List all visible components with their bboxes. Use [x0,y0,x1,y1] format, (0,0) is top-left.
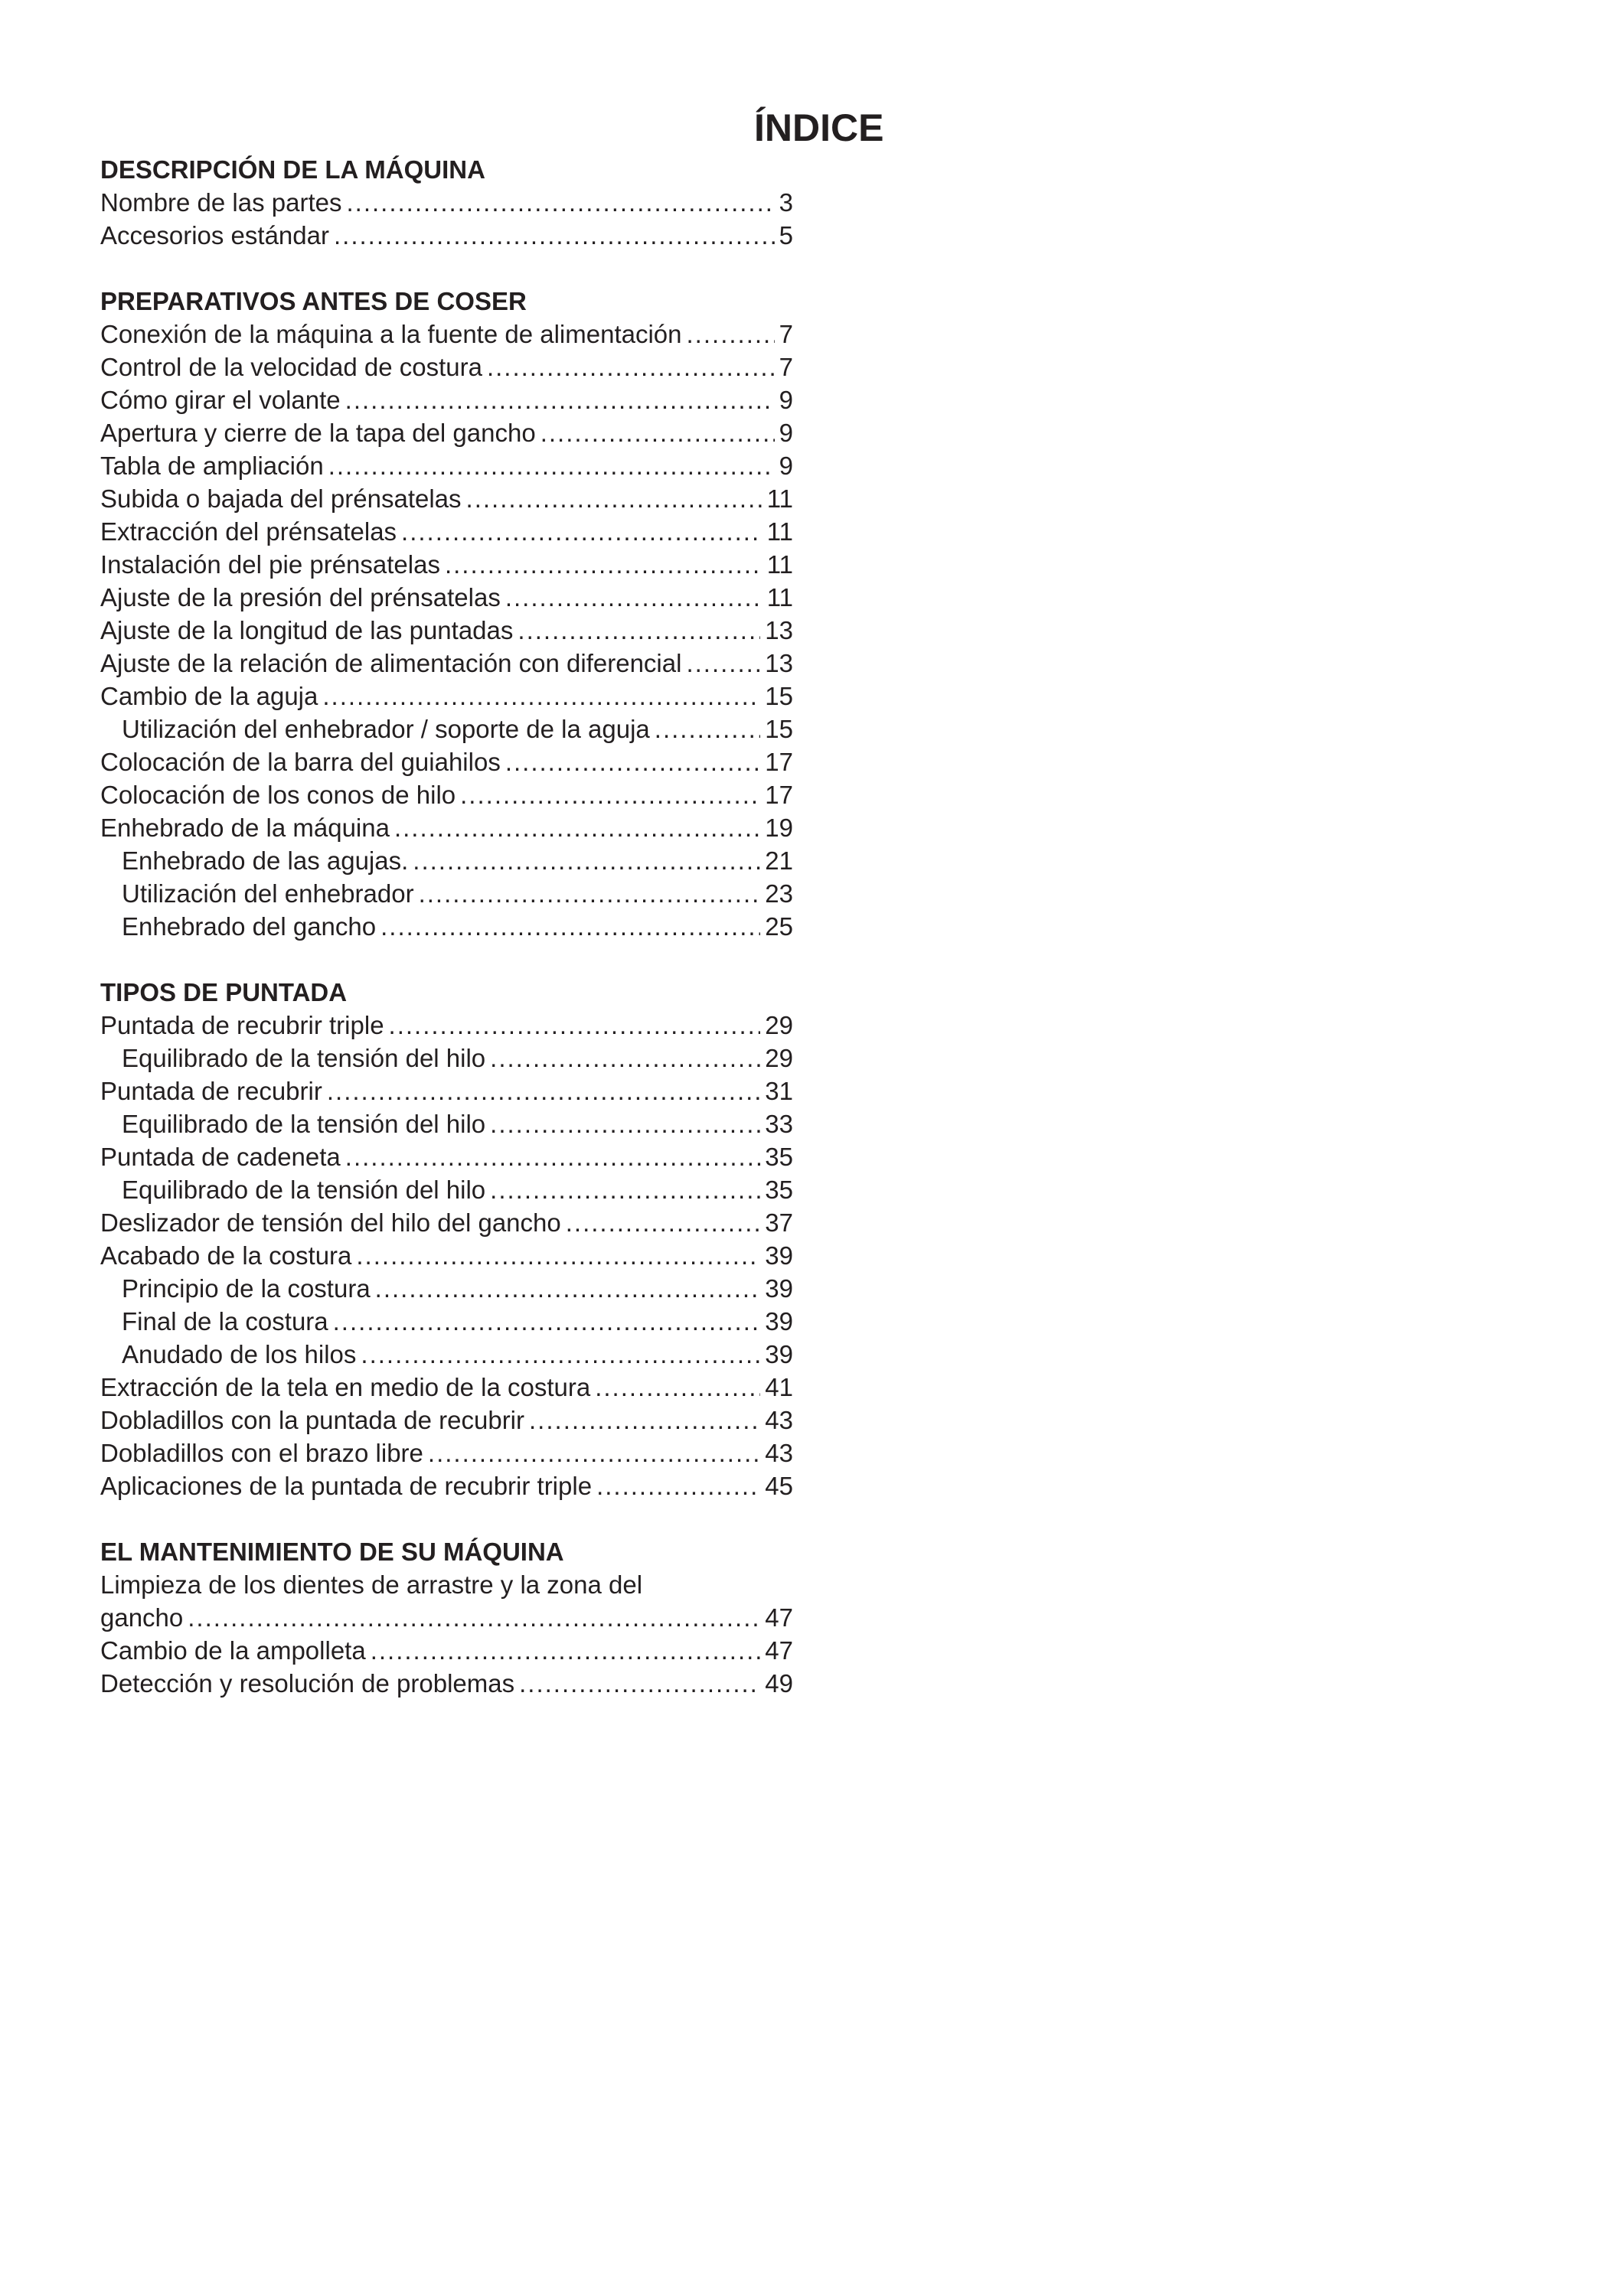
toc-subentry [100,1042,793,1075]
dot-leader [380,910,760,943]
toc-section-stitch-types [100,976,793,1502]
toc-entry-label: Extracción del prénsatelas [100,517,397,546]
dot-leader [375,1272,761,1305]
dot-leader [401,515,763,548]
toc-entry-page: 43 [765,1439,793,1467]
toc-entry-label: Cambio de la ampolleta [100,1636,366,1665]
toc-entry-page: 11 [766,583,793,612]
dot-leader [505,745,760,778]
toc-entry-label: Cambio de la aguja [100,682,318,710]
dot-leader [505,581,763,614]
toc-entry-page: 35 [765,1176,793,1204]
toc-entry [100,1437,793,1469]
toc-subentry [100,1272,793,1305]
toc-entry-label: Deslizador de tensión del hilo del gancho [100,1208,561,1237]
toc-entry-page: 21 [765,846,793,875]
toc-entry [100,219,793,252]
dot-leader [322,680,760,713]
toc-entry [100,482,793,515]
toc-entry [100,1239,793,1272]
dot-leader [188,1601,760,1634]
toc-entry-label: Apertura y cierre de la tapa del gancho [100,419,536,447]
toc-entry-page: 39 [765,1241,793,1270]
toc-entry-label: Final de la costura [122,1307,328,1336]
toc-entry-label: Nombre de las partes [100,188,342,217]
toc-subentry [100,844,793,877]
toc-section-preparation [100,285,793,943]
toc-entry-page: 43 [765,1406,793,1434]
dot-leader [428,1437,760,1469]
toc-entry-page: 31 [765,1077,793,1105]
toc-section-maintenance [100,1535,793,1700]
section-title: EL MANTENIMIENTO DE SU MÁQUINA [100,1538,564,1566]
toc-entry-label: Enhebrado de las agujas. [122,846,409,875]
toc-entry-page: 15 [765,682,793,710]
dot-leader [466,482,763,515]
toc-subentry [100,1173,793,1206]
dot-leader [394,811,760,844]
toc-entry-page: 19 [765,814,793,842]
toc-entry-page: 17 [765,781,793,809]
toc-entry [100,1075,793,1107]
section-title: DESCRIPCIÓN DE LA MÁQUINA [100,155,485,184]
toc-entry-page: 23 [765,879,793,908]
toc-subentry [100,877,793,910]
dot-leader [595,1371,760,1404]
toc-entry-label: Extracción de la tela en medio de la costura [100,1373,591,1401]
toc-entry [100,778,793,811]
toc-entry [100,351,793,383]
dot-leader [327,1075,760,1107]
toc-entry-label: Tabla de ampliación [100,452,324,480]
dot-leader [566,1206,761,1239]
toc-entry [100,1371,793,1404]
dot-leader [540,416,775,449]
section-title: TIPOS DE PUNTADA [100,978,348,1006]
toc-entry [100,318,793,351]
dot-leader [413,844,760,877]
toc-entry-label: Control de la velocidad de costura [100,353,482,381]
toc-entry-page: 45 [765,1472,793,1500]
toc-entry [100,515,793,548]
toc-entry [100,811,793,844]
toc-entry-page: 25 [765,912,793,941]
toc-entry-label: Equilibrado de la tensión del hilo [122,1110,486,1138]
dot-leader [519,1667,760,1700]
toc-subentry [100,1305,793,1338]
toc-entry-page: 3 [779,188,793,217]
toc-entry [100,1206,793,1239]
toc-entry-page: 39 [765,1274,793,1303]
toc-subentry [100,713,793,745]
dot-leader [346,186,774,219]
toc-entry-page: 39 [765,1340,793,1368]
toc-entry [100,186,793,219]
toc-entry-page: 47 [765,1603,793,1632]
toc-entry-label: Puntada de recubrir [100,1077,322,1105]
toc-entry-label: Dobladillos con el brazo libre [100,1439,423,1467]
dot-leader [445,548,763,581]
toc-entry-label: Enhebrado del gancho [122,912,377,941]
toc-entry [100,647,793,680]
dot-leader [371,1634,761,1667]
dot-leader [490,1173,760,1206]
toc-entry [100,416,793,449]
dot-leader [529,1404,760,1437]
toc-entry-label: Puntada de recubrir triple [100,1011,384,1039]
toc-entry-page: 33 [765,1110,793,1138]
toc-entry-label: Ajuste de la longitud de las puntadas [100,616,514,644]
dot-leader [389,1009,761,1042]
dot-leader [345,383,775,416]
toc-subentry [100,1107,793,1140]
dot-leader [333,1305,761,1338]
toc-entry [100,581,793,614]
toc-entry [100,614,793,647]
toc-entry-page: 9 [779,386,793,414]
toc-entry [100,745,793,778]
table-of-contents [100,153,793,1733]
toc-section-description [100,153,793,252]
toc-entry-label: Accesorios estándar [100,221,329,249]
dot-leader [686,647,760,680]
toc-entry-page: 9 [779,419,793,447]
toc-entry-page: 11 [766,484,793,513]
toc-entry-label: Instalación del pie prénsatelas [100,550,440,579]
toc-entry-page: 7 [779,353,793,381]
toc-entry-page: 29 [765,1011,793,1039]
dot-leader [345,1140,761,1173]
dot-leader [328,449,775,482]
toc-entry-label: Subida o bajada del prénsatelas [100,484,462,513]
toc-entry-page: 5 [779,221,793,249]
toc-entry [100,1140,793,1173]
toc-entry-label: Equilibrado de la tensión del hilo [122,1176,486,1204]
dot-leader [518,614,760,647]
toc-entry-page: 29 [765,1044,793,1072]
toc-entry-label: Colocación de la barra del guiahilos [100,748,501,776]
toc-entry-page: 17 [765,748,793,776]
toc-entry [100,1469,793,1502]
toc-entry-label: Dobladillos con la puntada de recubrir [100,1406,525,1434]
toc-entry [100,1404,793,1437]
toc-entry-page: 13 [765,649,793,677]
toc-entry [100,680,793,713]
toc-entry-label: Utilización del enhebrador / soporte de la aguja [122,715,650,743]
dot-leader [334,219,775,252]
toc-entry [100,1667,793,1700]
toc-entry [100,548,793,581]
toc-entry-label: Limpieza de los dientes de arrastre y la zona del [100,1570,643,1599]
toc-entry-label: Principio de la costura [122,1274,371,1303]
toc-entry-label: Aplicaciones de la puntada de recubrir triple [100,1472,593,1500]
dot-leader [419,877,761,910]
dot-leader [460,778,760,811]
dot-leader [655,713,761,745]
toc-entry-label: Conexión de la máquina a la fuente de alimentación [100,320,682,348]
toc-entry-page: 11 [766,550,793,579]
toc-entry-label: Puntada de cadeneta [100,1143,341,1171]
toc-subentry [100,1338,793,1371]
page-title: ÍNDICE [754,106,884,149]
toc-entry-page: 11 [766,517,793,546]
toc-entry-continuation [100,1601,793,1634]
dot-leader [490,1107,760,1140]
toc-entry-label: Equilibrado de la tensión del hilo [122,1044,486,1072]
toc-entry [100,383,793,416]
dot-leader [361,1338,760,1371]
toc-entry [100,1634,793,1667]
toc-entry-page: 37 [765,1208,793,1237]
dot-leader [487,351,775,383]
toc-entry-page: 35 [765,1143,793,1171]
toc-entry [100,1568,793,1634]
toc-entry-label: gancho [100,1603,184,1632]
toc-entry [100,1009,793,1042]
toc-entry-label: Detección y resolución de problemas [100,1669,515,1698]
toc-entry-page: 15 [765,715,793,743]
toc-entry-label: Ajuste de la relación de alimentación con diferencial [100,649,682,677]
toc-entry-page: 9 [779,452,793,480]
toc-entry-page: 41 [765,1373,793,1401]
dot-leader [596,1469,760,1502]
toc-entry-label: Colocación de los conos de hilo [100,781,456,809]
dot-leader [356,1239,760,1272]
toc-entry-page: 13 [765,616,793,644]
dot-leader [687,318,775,351]
toc-entry [100,449,793,482]
toc-entry-label: Acabado de la costura [100,1241,352,1270]
toc-subentry [100,910,793,943]
toc-entry-page: 47 [765,1636,793,1665]
toc-entry-page: 7 [779,320,793,348]
dot-leader [490,1042,760,1075]
toc-entry-label: Anudado de los hilos [122,1340,357,1368]
toc-entry-page: 39 [765,1307,793,1336]
toc-entry-label: Enhebrado de la máquina [100,814,390,842]
toc-entry-label: Ajuste de la presión del prénsatelas [100,583,501,612]
section-title: PREPARATIVOS ANTES DE COSER [100,287,527,315]
toc-entry-label: Utilización del enhebrador [122,879,414,908]
toc-entry-page: 49 [765,1669,793,1698]
toc-entry-label: Cómo girar el volante [100,386,341,414]
